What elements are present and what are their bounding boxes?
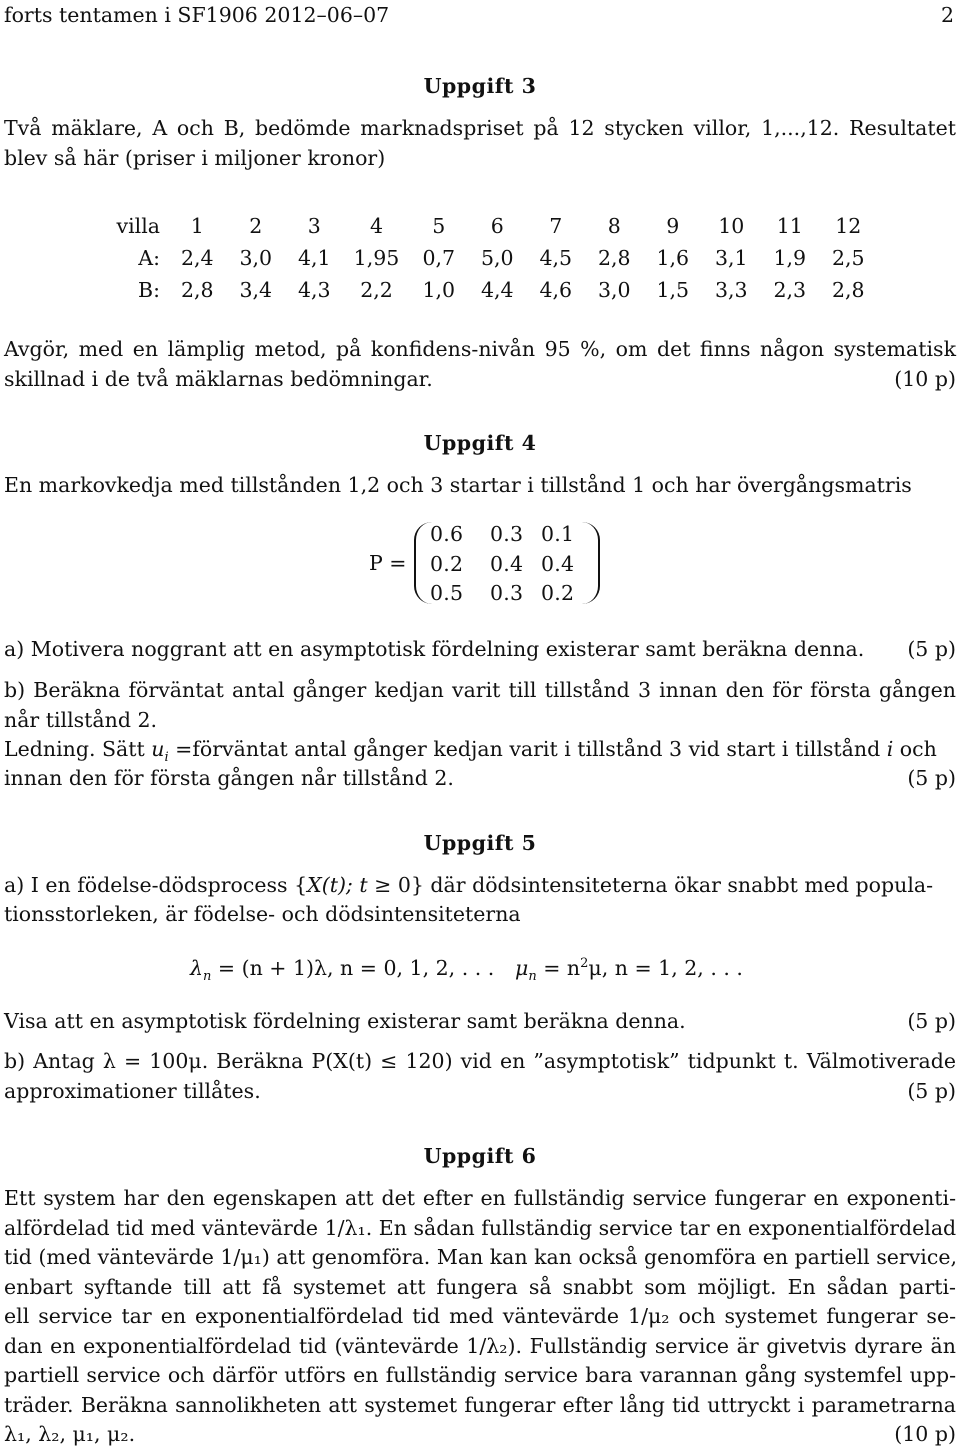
u5-a-pre: a) I en födelse-dödsprocess {	[4, 873, 308, 897]
u5-a-post: där dödsintensiteterna ökar snabbt med popula-	[423, 873, 934, 897]
uppgift-4-part-a-points: (5 p)	[907, 637, 956, 661]
uppgift-4-hint-line-2: innan den för första gången når tillstånd 2.	[4, 766, 454, 790]
uppgift-6-line: tid (med väntevärde 1/μ₁) att genomföra. Man kan kan också genomföra en partiell service,	[4, 1245, 957, 1269]
table-cell: 4,3	[297, 278, 331, 302]
uppgift-3-points: (10 p)	[894, 367, 956, 391]
uppgift-6-line: dan en exponentialfördelad tid (väntevärde 1/λ₂). Fullständig service är givetvis dyrare än	[4, 1333, 956, 1358]
table-cell: 0,7	[422, 246, 456, 270]
table-row-label: A:	[138, 246, 160, 270]
birth-rate-formula	[190, 956, 494, 984]
page-header-title: forts tentamen i SF1906 2012–06–07	[4, 3, 390, 27]
uppgift-4-part-b-line-1: b) Beräkna förväntat antal gånger kedjan varit till tillstånd 3 innan den för första gången	[4, 678, 956, 702]
table-cell: 4,1	[297, 246, 331, 270]
uppgift-5-a-line-3: Visa att en asymptotisk fördelning existerar samt beräkna denna.	[4, 1009, 686, 1033]
uppgift-6-line: Ett system har den egenskapen att det efter en fullständig service fungerar en exponenti-	[4, 1186, 956, 1210]
table-cell: 3,4	[239, 278, 273, 302]
matrix-entry: 0.4	[490, 552, 524, 576]
table-cell: 1,5	[656, 278, 690, 302]
uppgift-4-part-b-points: (5 p)	[907, 766, 956, 790]
table-cell: 12	[835, 214, 862, 238]
uppgift-5-a-line-2: tionsstorleken, är födelse- och dödsintensiteterna	[4, 902, 521, 926]
table-cell: 1,95	[353, 246, 400, 270]
uppgift-3-question-line-1: Avgör, med en lämplig metod, på konfidens-nivån 95 %, om det finns någon systematisk	[4, 337, 956, 361]
table-cell: 5,0	[480, 246, 514, 270]
table-cell: 2,4	[180, 246, 214, 270]
table-cell: 11	[776, 214, 803, 238]
matrix-entry: 0.2	[430, 552, 464, 576]
table-row-label: villa	[116, 214, 160, 238]
lambda-symbol: λ	[190, 956, 203, 980]
table-cell: 1,0	[422, 278, 456, 302]
table-cell: 3,0	[597, 278, 631, 302]
lambda-sub: n	[203, 969, 212, 985]
uppgift-3-heading: Uppgift 3	[423, 74, 537, 98]
villa-price-table	[114, 210, 878, 306]
table-cell: 2,8	[831, 278, 865, 302]
matrix-entry: 0.2	[541, 581, 575, 605]
table-row	[114, 210, 878, 242]
uppgift-6-line: partiell service och därför utförs en fullständig service bara varannan gång systemfel upp-	[4, 1363, 956, 1387]
uppgift-4-heading: Uppgift 4	[423, 431, 537, 455]
table-cell: 5	[432, 214, 446, 238]
uppgift-5-a-line-1	[4, 873, 933, 897]
uppgift-6-line: enbart syftande till att få systemet att fungera så snabbt som möjligt. En sådan parti-	[4, 1274, 956, 1299]
u5-a-math: X(t); t	[307, 873, 368, 897]
uppgift-6-last-line: λ₁, λ₂, μ₁, μ₂.	[4, 1422, 136, 1446]
table-cell: 3,0	[239, 246, 273, 270]
uppgift-5-b-points: (5 p)	[907, 1079, 956, 1103]
matrix-entry: 0.3	[490, 581, 524, 605]
table-cell: 4	[369, 214, 384, 238]
table-cell: 2,3	[773, 278, 807, 302]
matrix-entry: 0.4	[541, 552, 575, 576]
uppgift-4-part-a: a) Motivera noggrant att en asymptotisk fördelning existerar samt beräkna denna.	[4, 637, 865, 661]
uppgift-3-intro-line-2: blev så här (priser i miljoner kronor)	[4, 146, 386, 170]
table-cell: 3	[307, 214, 321, 238]
hint-var-sub: i	[164, 750, 169, 766]
uppgift-4-intro: En markovkedja med tillstånden 1,2 och 3 startar i tillstånd 1 och har övergångsmatris	[4, 473, 912, 497]
uppgift-3-question-line-2: skillnad i de två mäklarnas bedömningar.	[4, 367, 433, 391]
mu-rhs-1: = n	[536, 956, 581, 980]
u5-a-rel: ≥ 0}	[367, 873, 424, 897]
mu-symbol: μ	[515, 956, 529, 980]
mu-sup: 2	[580, 956, 589, 972]
table-cell: 2,8	[597, 246, 631, 270]
uppgift-6-line: träder. Beräkna sannolikheten att systemet fungerar efter lång tid uttryckt i parametrarna	[4, 1392, 956, 1417]
table-cell: 2,8	[180, 278, 214, 302]
matrix-entry: 0.3	[490, 522, 524, 546]
table-cell: 2	[249, 214, 263, 238]
table-cell: 3,1	[714, 246, 748, 270]
hint-middle: =förväntat antal gånger kedjan varit i tillstånd 3 vid start i tillstånd	[168, 737, 887, 761]
uppgift-5-a-points: (5 p)	[907, 1009, 956, 1033]
uppgift-4-hint-line-1	[4, 737, 937, 765]
page-number: 2	[940, 3, 954, 27]
matrix-entry: 0.6	[430, 522, 464, 546]
table-cell: 9	[666, 214, 680, 238]
table-row	[114, 242, 878, 274]
table-cell: 8	[607, 214, 621, 238]
uppgift-5-heading: Uppgift 5	[423, 831, 537, 855]
table-row-label: B:	[138, 278, 160, 302]
uppgift-6-points: (10 p)	[894, 1422, 956, 1446]
table-cell: 7	[549, 214, 563, 238]
death-rate-formula	[515, 956, 743, 984]
matrix-label: P =	[369, 551, 407, 575]
matrix-entry: 0.1	[541, 522, 575, 546]
uppgift-5-b-line-1: b) Antag λ = 100μ. Beräkna P(X(t) ≤ 120) vid en ”asymptotisk” tidpunkt t. Välmotiverade	[4, 1049, 956, 1073]
table-cell: 4,4	[480, 278, 514, 302]
table-cell: 6	[490, 214, 504, 238]
hint-var-u: u	[151, 737, 165, 761]
uppgift-3-intro-line-1: Två mäklare, A och B, bedömde marknadspriset på 12 stycken villor, 1,...,12. Resultatet	[4, 116, 956, 140]
table-cell: 1,9	[773, 246, 807, 270]
uppgift-5-b-line-2: approximationer tillåtes.	[4, 1079, 261, 1103]
hint-prefix: Ledning. Sätt	[4, 737, 152, 761]
matrix-entry: 0.5	[430, 581, 464, 605]
table-cell: 1	[190, 214, 204, 238]
table-cell: 1,6	[656, 246, 690, 270]
mu-sub: n	[528, 969, 537, 985]
hint-var-i: i	[886, 737, 894, 761]
table-cell: 4,6	[539, 278, 573, 302]
mu-rhs-2: μ, n = 1, 2, . . .	[588, 956, 743, 980]
matrix-right-paren	[580, 522, 600, 604]
uppgift-6-line: ell service tar en exponentialfördelad tid med väntevärde 1/μ₂ och systemet fungerar se-	[4, 1304, 956, 1328]
uppgift-6-heading: Uppgift 6	[423, 1144, 537, 1168]
uppgift-4-part-b-line-2: når tillstånd 2.	[4, 708, 158, 732]
table-cell: 4,5	[539, 246, 573, 270]
table-row	[114, 274, 878, 306]
table-cell: 3,3	[714, 278, 748, 302]
table-cell: 10	[718, 214, 745, 238]
uppgift-6-line: alfördelad tid med väntevärde 1/λ₁. En sådan fullständig service tar en exponentialfördelad	[4, 1215, 957, 1240]
table-cell: 2,2	[360, 278, 393, 302]
table-cell: 2,5	[831, 246, 865, 270]
lambda-rhs: = (n + 1)λ, n = 0, 1, 2, . . .	[211, 956, 495, 980]
hint-suffix: och	[893, 737, 937, 761]
